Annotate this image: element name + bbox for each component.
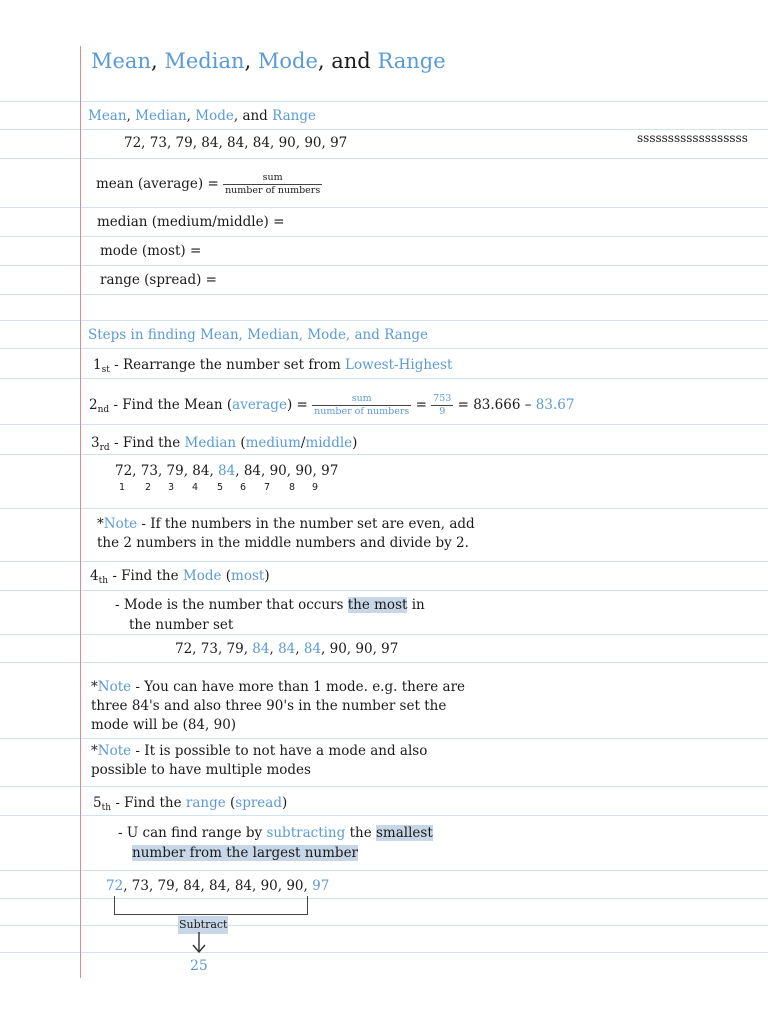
range-explanation: - U can find range by subtracting the smallest — [118, 825, 433, 841]
title-range: Range — [377, 49, 446, 73]
mode-number-set: 72, 73, 79, 84, 84, 84, 90, 90, 97 — [175, 641, 399, 657]
range-definition: range (spread) = — [100, 272, 217, 288]
section-heading: Mean, Median, Mode, and Range — [88, 108, 316, 124]
range-smallest: 72 — [106, 878, 124, 894]
note-multiple-modes: *Note - You can have more than 1 mode. e.g. there are — [91, 679, 466, 695]
down-arrow-icon — [190, 932, 208, 954]
margin-line — [80, 46, 81, 978]
page-title: Mean, Median, Mode, and Range — [91, 49, 446, 73]
mode-definition: mode (most) = — [100, 243, 202, 259]
number-set: 72, 73, 79, 84, 84, 84, 90, 90, 97 — [124, 135, 348, 151]
note-even-numbers: *Note - If the numbers in the number set are even, add — [97, 516, 475, 532]
step-1: $1_{st}$ - Rearrange the number set from Lowest-Highest — [93, 357, 453, 375]
stray-text: ssssssssssssssssss — [637, 131, 748, 145]
mode-explanation: - Mode is the number that occurs the most in — [115, 597, 425, 613]
median-number-set: 72, 73, 79, 84, 84, 84, 90, 90, 97 — [115, 463, 339, 479]
mean-definition: mean (average) = $\frac{\text{sum}}{\text{number of numbers}}$ — [96, 172, 321, 196]
range-result: 25 — [190, 958, 208, 974]
subtract-label: Subtract — [178, 916, 228, 934]
title-mean: Mean — [91, 49, 151, 73]
step-2: $2_{nd}$ - Find the Mean (average) = $\frac{\text{sum}}{\text{number of numbers}}$ = $\frac{753}{9}$ = 83.666 – 83.67 — [89, 393, 575, 417]
mean-fraction: $\frac{\text{sum}}{\text{number of numbers}}$ — [225, 172, 321, 196]
mean-result: 83.67 — [535, 397, 575, 413]
title-median: Median — [164, 49, 245, 73]
step-4: $4_{th}$ - Find the Mode (most) — [90, 568, 270, 586]
subtract-bracket — [114, 896, 308, 915]
range-largest: 97 — [312, 878, 330, 894]
median-definition: median (medium/middle) = — [97, 214, 285, 230]
mean-fraction-step: $\frac{\text{sum}}{\text{number of numbers}}$ — [314, 393, 410, 417]
step-5: $5_{th}$ - Find the range (spread) — [93, 795, 288, 813]
title-mode: Mode — [257, 49, 318, 73]
steps-heading: Steps in finding Mean, Median, Mode, and Range — [88, 327, 429, 343]
range-number-set: 72, 73, 79, 84, 84, 84, 90, 90, 97 — [106, 878, 330, 894]
mean-value-fraction: $\frac{753}{9}$ — [433, 393, 452, 417]
note-no-mode: *Note - It is possible to not have a mode and also — [91, 743, 428, 759]
median-value: 84 — [218, 463, 236, 479]
step-3: $3_{rd}$ - Find the Median (medium/middle) — [91, 435, 358, 453]
